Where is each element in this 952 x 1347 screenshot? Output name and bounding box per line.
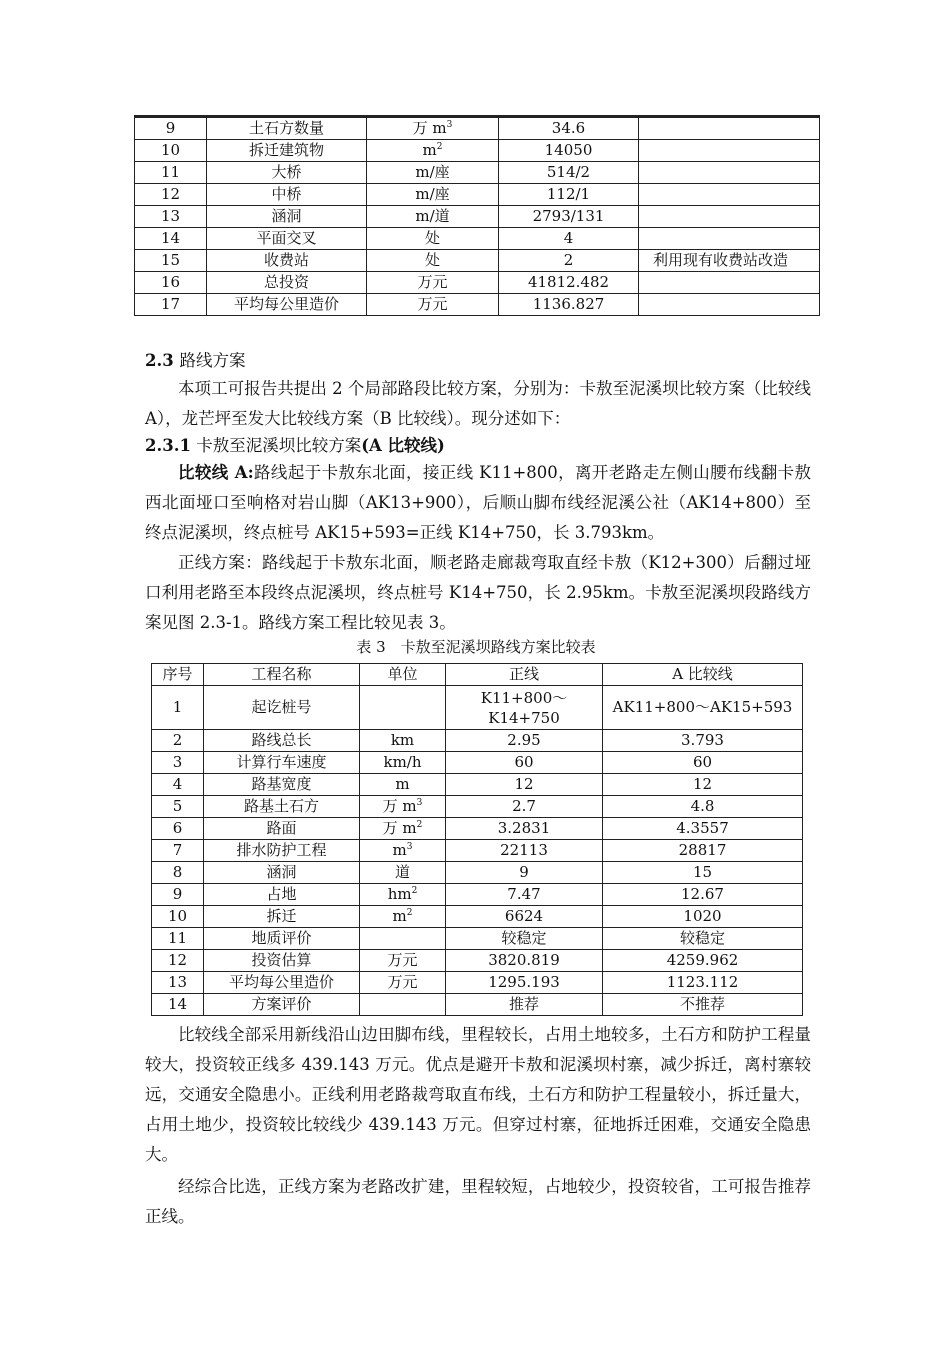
alt-route-value: 4.8 (603, 796, 803, 818)
main-route-value: 2.95 (446, 730, 603, 752)
item-name: 涵洞 (204, 862, 360, 884)
item-name: 中桥 (207, 184, 367, 206)
item-name: 土石方数量 (207, 117, 367, 140)
paragraph-route-a: 比较线 A:路线起于卡敖东北面，接正线 K11+800，离开老路走左侧山腰布线翻卡敖西北面垭口至响格对岩山脚（AK13+900），后顺山脚布线经泥溪公社（AK14+800）至终点泥溪坝，终点桩号 AK15+593=正线 K14+750，长 3.793km。 (145, 463, 812, 542)
quantity: 4 (499, 228, 639, 250)
item-name: 涵洞 (207, 206, 367, 228)
row-number: 1 (152, 686, 204, 730)
table-row (152, 928, 803, 950)
table-row (135, 294, 820, 316)
row-number: 16 (135, 272, 207, 294)
unit: m (360, 774, 446, 796)
paragraph-conclusion: 经综合比选，正线方案为老路改扩建，里程较短，占地较少，投资较省，工可报告推荐正线。 (145, 1177, 811, 1226)
unit: km (360, 730, 446, 752)
item-name: 占地 (204, 884, 360, 906)
table-row (135, 272, 820, 294)
paragraph-main-route: 正线方案：路线起于卡敖东北面，顺老路走廊裁弯取直经卡敖（K12+300）后翻过垭口利用老路至本段终点泥溪坝，终点桩号 K14+750，长 2.95km。卡敖至泥溪坝段路线方案见图 2.3-1。路线方案工程比较见表 3。 (145, 553, 811, 632)
table-row (152, 686, 803, 730)
row-number: 15 (135, 250, 207, 272)
row-number: 12 (135, 184, 207, 206)
item-name: 总投资 (207, 272, 367, 294)
row-number: 13 (135, 206, 207, 228)
alt-route-value: AK11+800～AK15+593 (603, 686, 803, 730)
item-name: 地质评价 (204, 928, 360, 950)
table-row (152, 906, 803, 928)
row-number: 2 (152, 730, 204, 752)
table-row (152, 862, 803, 884)
table-row (135, 250, 820, 272)
unit: 万 $m^3$ (360, 796, 446, 818)
table-row (135, 184, 820, 206)
section-2-3-heading: 2.3 路线方案 (145, 351, 246, 370)
row-number: 8 (152, 862, 204, 884)
table-row (152, 774, 803, 796)
item-name: 大桥 (207, 162, 367, 184)
quantity: 14050 (499, 140, 639, 162)
unit: 万元 (360, 972, 446, 994)
row-number: 4 (152, 774, 204, 796)
item-name: 收费站 (207, 250, 367, 272)
project-quantity-table (134, 115, 820, 316)
route-comparison-table (151, 663, 803, 1016)
alt-route-value: 28817 (603, 840, 803, 862)
alt-route-value: 不推荐 (603, 994, 803, 1016)
item-name: 拆迁建筑物 (207, 140, 367, 162)
row-number: 6 (152, 818, 204, 840)
paragraph-intro: 本项工可报告共提出 2 个局部路段比较方案，分别为：卡敖至泥溪坝比较方案（比较线 A），龙芒坪至发大比较线方案（B 比较线）。现分述如下： (145, 379, 811, 428)
alt-route-value: 12 (603, 774, 803, 796)
remark (639, 272, 820, 294)
remark: 利用现有收费站改造 (639, 250, 820, 272)
remark (639, 294, 820, 316)
item-name: 路基宽度 (204, 774, 360, 796)
unit: 万 $m^2$ (360, 818, 446, 840)
table-row (152, 950, 803, 972)
unit: 万元 (360, 950, 446, 972)
alt-route-value: 12.67 (603, 884, 803, 906)
alt-route-value: 1123.112 (603, 972, 803, 994)
item-name: 路面 (204, 818, 360, 840)
unit: $hm^2$ (360, 884, 446, 906)
item-name: 起讫桩号 (204, 686, 360, 730)
alt-route-value: 较稳定 (603, 928, 803, 950)
table-row (152, 884, 803, 906)
alt-route-value: 4.3557 (603, 818, 803, 840)
item-name: 平均每公里造价 (207, 294, 367, 316)
column-header: A 比较线 (603, 664, 803, 686)
quantity: 41812.482 (499, 272, 639, 294)
column-header: 正线 (446, 664, 603, 686)
remark (639, 140, 820, 162)
row-number: 9 (152, 884, 204, 906)
remark (639, 206, 820, 228)
row-number: 10 (152, 906, 204, 928)
row-number: 9 (135, 117, 207, 140)
table-row (152, 972, 803, 994)
column-header: 工程名称 (204, 664, 360, 686)
unit (360, 928, 446, 950)
main-route-value: 1295.193 (446, 972, 603, 994)
unit: 处 (367, 250, 499, 272)
row-number: 14 (152, 994, 204, 1016)
remark (639, 117, 820, 140)
main-route-value: 12 (446, 774, 603, 796)
paragraph-comparison: 比较线全部采用新线沿山边田脚布线，里程较长，占用土地较多，土石方和防护工程量较大，投资较正线多 439.143 万元。优点是避开卡敖和泥溪坝村寨，减少拆迁，离村寨较远，交通安全隐患小。正线利用老路裁弯取直布线，土石方和防护工程量较小，拆迁量大，占用土地少，投资较比较线少 439.143 万元。但穿过村寨，征地拆迁困难，交通安全隐患大。 (145, 1025, 811, 1164)
item-name: 路线总长 (204, 730, 360, 752)
table-row (152, 796, 803, 818)
table-row (135, 206, 820, 228)
section-2-3-1-heading: 2.3.1 卡敖至泥溪坝比较方案(A 比较线) (145, 436, 445, 455)
alt-route-value: 15 (603, 862, 803, 884)
table-row (152, 730, 803, 752)
unit: $m^2$ (360, 906, 446, 928)
quantity: 112/1 (499, 184, 639, 206)
quantity: 2 (499, 250, 639, 272)
row-number: 12 (152, 950, 204, 972)
item-name: 投资估算 (204, 950, 360, 972)
table-row (152, 840, 803, 862)
unit: km/h (360, 752, 446, 774)
row-number: 14 (135, 228, 207, 250)
quantity: 2793/131 (499, 206, 639, 228)
main-route-value: 3820.819 (446, 950, 603, 972)
row-number: 3 (152, 752, 204, 774)
row-number: 5 (152, 796, 204, 818)
unit: m/座 (367, 162, 499, 184)
main-route-value: 60 (446, 752, 603, 774)
table-row (152, 818, 803, 840)
table-row (152, 994, 803, 1016)
main-route-value: 22113 (446, 840, 603, 862)
quantity: 514/2 (499, 162, 639, 184)
item-name: 平面交叉 (207, 228, 367, 250)
unit: 万元 (367, 294, 499, 316)
column-header: 序号 (152, 664, 204, 686)
table-row (135, 162, 820, 184)
alt-route-value: 4259.962 (603, 950, 803, 972)
alt-route-value: 3.793 (603, 730, 803, 752)
remark (639, 228, 820, 250)
main-route-value: 3.2831 (446, 818, 603, 840)
main-route-value: 推荐 (446, 994, 603, 1016)
main-route-value: 7.47 (446, 884, 603, 906)
row-number: 10 (135, 140, 207, 162)
table-row (135, 140, 820, 162)
remark (639, 184, 820, 206)
unit: $m^3$ (360, 840, 446, 862)
unit: 万元 (367, 272, 499, 294)
unit: m/座 (367, 184, 499, 206)
unit: 万 $m^3$ (367, 117, 499, 140)
table-row (135, 117, 820, 140)
main-route-value: 6624 (446, 906, 603, 928)
alt-route-value: 1020 (603, 906, 803, 928)
item-name: 平均每公里造价 (204, 972, 360, 994)
item-name: 拆迁 (204, 906, 360, 928)
table-row (135, 228, 820, 250)
unit: 道 (360, 862, 446, 884)
row-number: 11 (152, 928, 204, 950)
item-name: 排水防护工程 (204, 840, 360, 862)
unit (360, 686, 446, 730)
unit: $m^2$ (367, 140, 499, 162)
row-number: 7 (152, 840, 204, 862)
unit: 处 (367, 228, 499, 250)
unit: m/道 (367, 206, 499, 228)
column-header: 单位 (360, 664, 446, 686)
item-name: 路基土石方 (204, 796, 360, 818)
table-3-caption: 表 3 卡敖至泥溪坝路线方案比较表 (356, 638, 596, 656)
item-name: 计算行车速度 (204, 752, 360, 774)
main-route-value: 2.7 (446, 796, 603, 818)
main-route-value: 9 (446, 862, 603, 884)
main-route-value: 较稳定 (446, 928, 603, 950)
main-route-value: K11+800～ K14+750 (446, 686, 603, 730)
unit (360, 994, 446, 1016)
item-name: 方案评价 (204, 994, 360, 1016)
quantity: 1136.827 (499, 294, 639, 316)
row-number: 17 (135, 294, 207, 316)
row-number: 11 (135, 162, 207, 184)
alt-route-value: 60 (603, 752, 803, 774)
table-row (152, 752, 803, 774)
remark (639, 162, 820, 184)
row-number: 13 (152, 972, 204, 994)
quantity: 34.6 (499, 117, 639, 140)
